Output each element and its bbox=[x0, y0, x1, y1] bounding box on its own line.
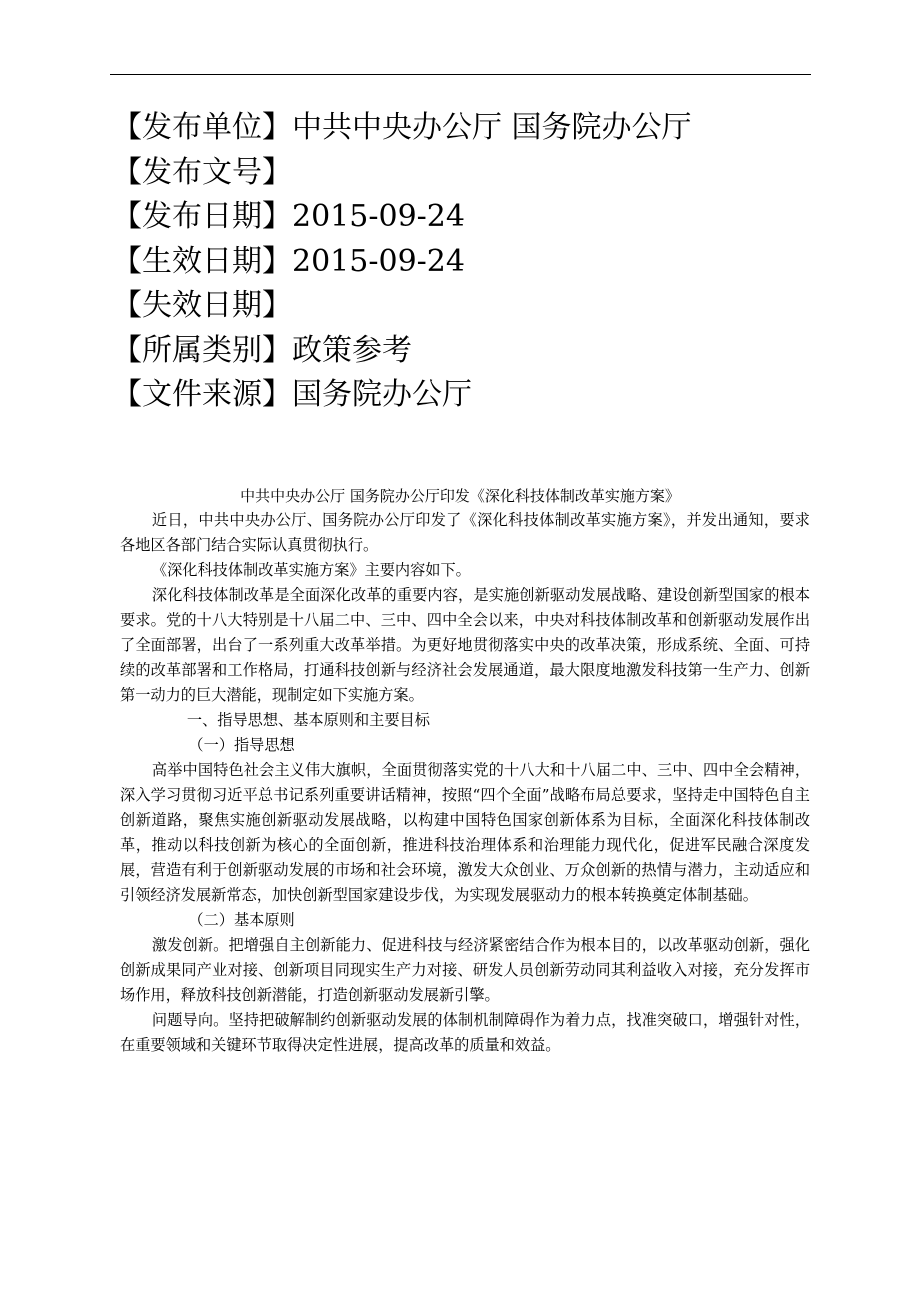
meta-publisher bbox=[112, 106, 812, 151]
meta-category bbox=[112, 329, 812, 374]
meta-expiry-date-label: 【失效日期】 bbox=[112, 288, 292, 323]
meta-effective-date-label: 【生效日期】 bbox=[112, 243, 292, 279]
meta-category-label: 【所属类别】 bbox=[112, 332, 292, 368]
meta-source-label: 【文件来源】 bbox=[112, 377, 292, 412]
meta-doc-number bbox=[112, 151, 812, 196]
subsection-heading-basic-principles: （二）基本原则 bbox=[188, 911, 295, 929]
paragraph-guiding-thought: 高举中国特色社会主义伟大旗帜，全面贯彻落实党的十八大和十八届二中、三中、四中全会精神，深入学习贯彻习近平总书记系列重要讲话精神，按照“四个全面”战略布局总要求，坚持走中国特色自主创新道路，聚焦实施创新驱动发展战略，以构建中国特色国家创新体系为目标，全面深化科技体制改革，推动以科技创新为核心的全面创新，推进科技治理体系和治理能力现代化，促进军民融合深度发展，营造有利于创新驱动发展的市场和社会环境，激发大众创业、万众创新的热情与潜力，主动适应和引领经济发展新常态，加快创新型国家建设步伐，为实现发展驱动力的根本转换奠定体制基础。 bbox=[120, 761, 810, 904]
meta-doc-number-label: 【发布文号】 bbox=[112, 154, 292, 190]
meta-publisher-label: 【发布单位】 bbox=[112, 110, 292, 145]
paragraph-principle-problem-oriented: 问题导向。坚持把破解制约创新驱动发展的体制机制障碍作为着力点，找准突破口，增强针对性，在重要领域和关键环节取得决定性进展，提高改革的质量和效益。 bbox=[120, 1011, 810, 1054]
meta-publish-date bbox=[112, 195, 812, 240]
meta-publish-date-label: 【发布日期】 bbox=[112, 199, 292, 234]
meta-expiry-date bbox=[112, 284, 812, 329]
metadata-block bbox=[112, 106, 812, 418]
meta-publisher-value: 中共中央办公厅 国务院办公厅 bbox=[292, 110, 692, 145]
document-title: 中共中央办公厅 国务院办公厅印发《深化科技体制改革实施方案》 bbox=[240, 487, 680, 505]
meta-publish-date-value: 2015-09-24 bbox=[292, 199, 465, 234]
meta-source bbox=[112, 373, 812, 418]
paragraph-principle-innovation: 激发创新。把增强自主创新能力、促进科技与经济紧密结合作为根本目的，以改革驱动创新，强化创新成果同产业对接、创新项目同现实生产力对接、研发人员创新劳动同其利益收入对接，充分发挥市场作用，释放科技创新潜能，打造创新驱动发展新引擎。 bbox=[120, 936, 810, 1004]
meta-source-value: 国务院办公厅 bbox=[292, 377, 472, 412]
paragraph-background: 深化科技体制改革是全面深化改革的重要内容，是实施创新驱动发展战略、建设创新型国家的根本要求。党的十八大特别是十八届二中、三中、四中全会以来，中央对科技体制改革和创新驱动发展作出了全面部署，出台了一系列重大改革举措。为更好地贯彻落实中央的改革决策，形成系统、全面、可持续的改革部署和工作格局，打通科技创新与经济社会发展通道，最大限度地激发科技第一生产力、创新第一动力的巨大潜能，现制定如下实施方案。 bbox=[120, 586, 810, 704]
paragraph-intro: 近日，中共中央办公厅、国务院办公厅印发了《深化科技体制改革实施方案》，并发出通知，要求各地区各部门结合实际认真贯彻执行。 bbox=[120, 511, 810, 554]
meta-category-value: 政策参考 bbox=[292, 332, 412, 368]
subsection-heading-guiding-thought: （一）指导思想 bbox=[188, 736, 295, 754]
document-body bbox=[120, 508, 810, 1058]
meta-effective-date-value: 2015-09-24 bbox=[292, 243, 465, 279]
paragraph-summary: 《深化科技体制改革实施方案》主要内容如下。 bbox=[151, 561, 471, 579]
meta-effective-date bbox=[112, 240, 812, 285]
section-heading-1: 一、指导思想、基本原则和主要目标 bbox=[186, 711, 430, 729]
header-rule bbox=[110, 74, 811, 75]
